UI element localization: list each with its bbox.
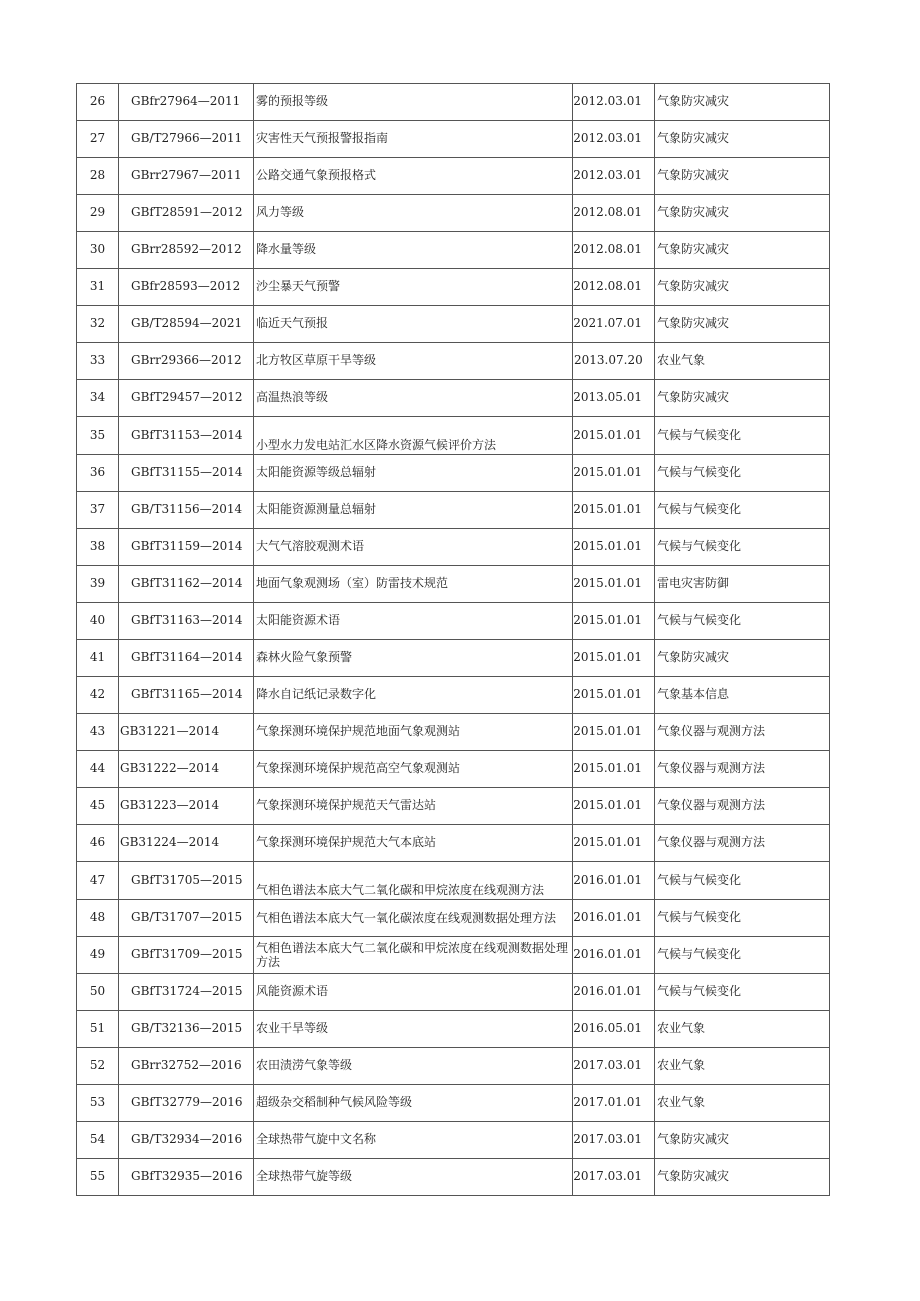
effective-date-cell: 2015.01.01 (573, 455, 655, 492)
standard-code-cell: GBfT32935—2016 (119, 1159, 254, 1196)
effective-date-cell: 2017.03.01 (573, 1048, 655, 1085)
standard-code-cell: GB/T28594—2021 (119, 306, 254, 343)
standard-code-cell: GBfT28591—2012 (119, 195, 254, 232)
standard-code-cell: GBrr27967—2011 (119, 158, 254, 195)
table-row (77, 566, 830, 603)
row-number-cell: 49 (77, 937, 119, 974)
standard-name-cell: 风能资源术语 (254, 974, 573, 1011)
standard-name-cell: 降水量等级 (254, 232, 573, 269)
table-row (77, 1159, 830, 1196)
table-row (77, 1085, 830, 1122)
standard-code-cell: GBrr28592—2012 (119, 232, 254, 269)
category-cell: 气候与气候变化 (655, 937, 830, 974)
standard-code-cell: GBrr32752—2016 (119, 1048, 254, 1085)
standard-name-cell: 北方牧区草原干旱等级 (254, 343, 573, 380)
effective-date-cell: 2015.01.01 (573, 492, 655, 529)
row-number-cell: 50 (77, 974, 119, 1011)
category-cell: 气象防灾减灾 (655, 1122, 830, 1159)
effective-date-cell: 2012.03.01 (573, 84, 655, 121)
standard-code-cell: GBfr28593—2012 (119, 269, 254, 306)
category-cell: 雷电灾害防御 (655, 566, 830, 603)
standard-name-cell: 气象探测环境保护规范高空气象观测站 (254, 751, 573, 788)
category-cell: 气象仪器与观测方法 (655, 714, 830, 751)
effective-date-cell: 2016.05.01 (573, 1011, 655, 1048)
standard-name-cell: 气相色谱法本底大气一氧化碳浓度在线观测数据处理方法 (254, 900, 573, 937)
standard-code-cell: GB31221—2014 (119, 714, 254, 751)
effective-date-cell: 2015.01.01 (573, 825, 655, 862)
standard-name-cell: 降水自记纸记录数字化 (254, 677, 573, 714)
row-number-cell: 55 (77, 1159, 119, 1196)
standard-code-cell: GB/T32136—2015 (119, 1011, 254, 1048)
table-row (77, 640, 830, 677)
category-cell: 农业气象 (655, 1085, 830, 1122)
effective-date-cell: 2017.03.01 (573, 1159, 655, 1196)
category-cell: 农业气象 (655, 343, 830, 380)
standard-name-cell: 公路交通气象预报格式 (254, 158, 573, 195)
standard-code-cell: GB/T27966—2011 (119, 121, 254, 158)
row-number-cell: 47 (77, 862, 119, 900)
row-number-cell: 26 (77, 84, 119, 121)
standard-name-cell: 全球热带气旋等级 (254, 1159, 573, 1196)
category-cell: 气候与气候变化 (655, 492, 830, 529)
category-cell: 气象仪器与观测方法 (655, 751, 830, 788)
category-cell: 气象防灾减灾 (655, 269, 830, 306)
standard-name-cell: 气相色谱法本底大气二氧化碳和甲烷浓度在线观测数据处理方法 (254, 937, 573, 974)
row-number-cell: 34 (77, 380, 119, 417)
category-cell: 气候与气候变化 (655, 417, 830, 455)
category-cell: 气象防灾减灾 (655, 380, 830, 417)
row-number-cell: 37 (77, 492, 119, 529)
standard-code-cell: GBfT31705—2015 (119, 862, 254, 900)
standard-code-cell: GBfT32779—2016 (119, 1085, 254, 1122)
row-number-cell: 53 (77, 1085, 119, 1122)
table-row (77, 974, 830, 1011)
effective-date-cell: 2016.01.01 (573, 937, 655, 974)
row-number-cell: 52 (77, 1048, 119, 1085)
effective-date-cell: 2021.07.01 (573, 306, 655, 343)
row-number-cell: 30 (77, 232, 119, 269)
standard-name-cell: 高温热浪等级 (254, 380, 573, 417)
standard-name-cell: 农业干旱等级 (254, 1011, 573, 1048)
effective-date-cell: 2013.05.01 (573, 380, 655, 417)
effective-date-cell: 2015.01.01 (573, 677, 655, 714)
effective-date-cell: 2012.08.01 (573, 195, 655, 232)
row-number-cell: 41 (77, 640, 119, 677)
table-row (77, 862, 830, 900)
category-cell: 农业气象 (655, 1011, 830, 1048)
standard-code-cell: GBfr27964—2011 (119, 84, 254, 121)
table-row (77, 84, 830, 121)
standards-table (76, 83, 830, 1196)
category-cell: 气候与气候变化 (655, 529, 830, 566)
standard-name-cell: 气象探测环境保护规范地面气象观测站 (254, 714, 573, 751)
table-row (77, 195, 830, 232)
row-number-cell: 44 (77, 751, 119, 788)
effective-date-cell: 2016.01.01 (573, 862, 655, 900)
table-row (77, 232, 830, 269)
effective-date-cell: 2012.08.01 (573, 232, 655, 269)
row-number-cell: 39 (77, 566, 119, 603)
table-row (77, 269, 830, 306)
table-row (77, 158, 830, 195)
standard-code-cell: GB/T31156—2014 (119, 492, 254, 529)
standard-code-cell: GB31223—2014 (119, 788, 254, 825)
table-row (77, 900, 830, 937)
category-cell: 气象仪器与观测方法 (655, 788, 830, 825)
standard-code-cell: GB31222—2014 (119, 751, 254, 788)
table-row (77, 714, 830, 751)
category-cell: 气象基本信息 (655, 677, 830, 714)
effective-date-cell: 2015.01.01 (573, 566, 655, 603)
effective-date-cell: 2015.01.01 (573, 788, 655, 825)
standard-code-cell: GBfT31153—2014 (119, 417, 254, 455)
table-row (77, 677, 830, 714)
row-number-cell: 31 (77, 269, 119, 306)
table-row (77, 788, 830, 825)
row-number-cell: 33 (77, 343, 119, 380)
effective-date-cell: 2017.01.01 (573, 1085, 655, 1122)
row-number-cell: 45 (77, 788, 119, 825)
standard-name-cell: 灾害性天气预报警报指南 (254, 121, 573, 158)
category-cell: 气象防灾减灾 (655, 84, 830, 121)
standard-code-cell: GBfT31709—2015 (119, 937, 254, 974)
row-number-cell: 29 (77, 195, 119, 232)
effective-date-cell: 2016.01.01 (573, 900, 655, 937)
standard-name-cell: 农田渍涝气象等级 (254, 1048, 573, 1085)
table-row (77, 343, 830, 380)
standards-table-body (77, 84, 830, 1196)
category-cell: 气候与气候变化 (655, 862, 830, 900)
standard-code-cell: GB31224—2014 (119, 825, 254, 862)
category-cell: 气象防灾减灾 (655, 195, 830, 232)
standard-name-cell: 超级杂交稻制种气候风险等级 (254, 1085, 573, 1122)
standard-name-cell: 气象探测环境保护规范大气本底站 (254, 825, 573, 862)
category-cell: 气象仪器与观测方法 (655, 825, 830, 862)
effective-date-cell: 2015.01.01 (573, 751, 655, 788)
standard-name-cell: 森林火险气象预警 (254, 640, 573, 677)
row-number-cell: 36 (77, 455, 119, 492)
standard-name-cell: 小型水力发电站汇水区降水资源气候评价方法 (254, 417, 573, 455)
effective-date-cell: 2015.01.01 (573, 603, 655, 640)
effective-date-cell: 2017.03.01 (573, 1122, 655, 1159)
standard-name-cell: 地面气象观测场（室）防雷技术规范 (254, 566, 573, 603)
category-cell: 气象防灾减灾 (655, 121, 830, 158)
standard-code-cell: GBfT31162—2014 (119, 566, 254, 603)
effective-date-cell: 2015.01.01 (573, 714, 655, 751)
standard-name-cell: 沙尘暴天气预警 (254, 269, 573, 306)
effective-date-cell: 2016.01.01 (573, 974, 655, 1011)
table-row (77, 529, 830, 566)
table-row (77, 417, 830, 455)
row-number-cell: 51 (77, 1011, 119, 1048)
table-row (77, 825, 830, 862)
effective-date-cell: 2015.01.01 (573, 529, 655, 566)
table-row (77, 1048, 830, 1085)
row-number-cell: 54 (77, 1122, 119, 1159)
standard-code-cell: GBfT31164—2014 (119, 640, 254, 677)
standard-name-cell: 气象探测环境保护规范天气雷达站 (254, 788, 573, 825)
standard-name-cell: 临近天气预报 (254, 306, 573, 343)
category-cell: 气象防灾减灾 (655, 640, 830, 677)
category-cell: 气候与气候变化 (655, 603, 830, 640)
table-row (77, 937, 830, 974)
standard-code-cell: GBfT31165—2014 (119, 677, 254, 714)
category-cell: 气候与气候变化 (655, 900, 830, 937)
table-row (77, 1122, 830, 1159)
standard-name-cell: 全球热带气旋中文名称 (254, 1122, 573, 1159)
category-cell: 气象防灾减灾 (655, 158, 830, 195)
standard-name-cell: 风力等级 (254, 195, 573, 232)
effective-date-cell: 2012.08.01 (573, 269, 655, 306)
effective-date-cell: 2012.03.01 (573, 158, 655, 195)
row-number-cell: 48 (77, 900, 119, 937)
table-row (77, 121, 830, 158)
standard-code-cell: GB/T31707—2015 (119, 900, 254, 937)
standard-code-cell: GB/T32934—2016 (119, 1122, 254, 1159)
row-number-cell: 40 (77, 603, 119, 640)
table-row (77, 1011, 830, 1048)
row-number-cell: 32 (77, 306, 119, 343)
category-cell: 气象防灾减灾 (655, 232, 830, 269)
standard-code-cell: GBrr29366—2012 (119, 343, 254, 380)
row-number-cell: 35 (77, 417, 119, 455)
row-number-cell: 43 (77, 714, 119, 751)
row-number-cell: 46 (77, 825, 119, 862)
category-cell: 气候与气候变化 (655, 974, 830, 1011)
table-row (77, 455, 830, 492)
table-row (77, 603, 830, 640)
standard-name-cell: 太阳能资源等级总辐射 (254, 455, 573, 492)
effective-date-cell: 2013.07.20 (573, 343, 655, 380)
standard-code-cell: GBfT31163—2014 (119, 603, 254, 640)
standard-name-cell: 太阳能资源测量总辐射 (254, 492, 573, 529)
category-cell: 气候与气候变化 (655, 455, 830, 492)
table-row (77, 751, 830, 788)
row-number-cell: 38 (77, 529, 119, 566)
standard-code-cell: GBfT31155—2014 (119, 455, 254, 492)
category-cell: 气象防灾减灾 (655, 306, 830, 343)
row-number-cell: 27 (77, 121, 119, 158)
effective-date-cell: 2015.01.01 (573, 640, 655, 677)
standard-name-cell: 大气气溶胶观测术语 (254, 529, 573, 566)
row-number-cell: 42 (77, 677, 119, 714)
table-row (77, 306, 830, 343)
standard-name-cell: 太阳能资源术语 (254, 603, 573, 640)
category-cell: 气象防灾减灾 (655, 1159, 830, 1196)
table-row (77, 492, 830, 529)
standard-code-cell: GBfT31159—2014 (119, 529, 254, 566)
standard-name-cell: 雾的预报等级 (254, 84, 573, 121)
row-number-cell: 28 (77, 158, 119, 195)
standard-code-cell: GBfT31724—2015 (119, 974, 254, 1011)
standard-name-cell: 气相色谱法本底大气二氧化碳和甲烷浓度在线观测方法 (254, 862, 573, 900)
effective-date-cell: 2015.01.01 (573, 417, 655, 455)
category-cell: 农业气象 (655, 1048, 830, 1085)
effective-date-cell: 2012.03.01 (573, 121, 655, 158)
standard-code-cell: GBfT29457—2012 (119, 380, 254, 417)
table-row (77, 380, 830, 417)
